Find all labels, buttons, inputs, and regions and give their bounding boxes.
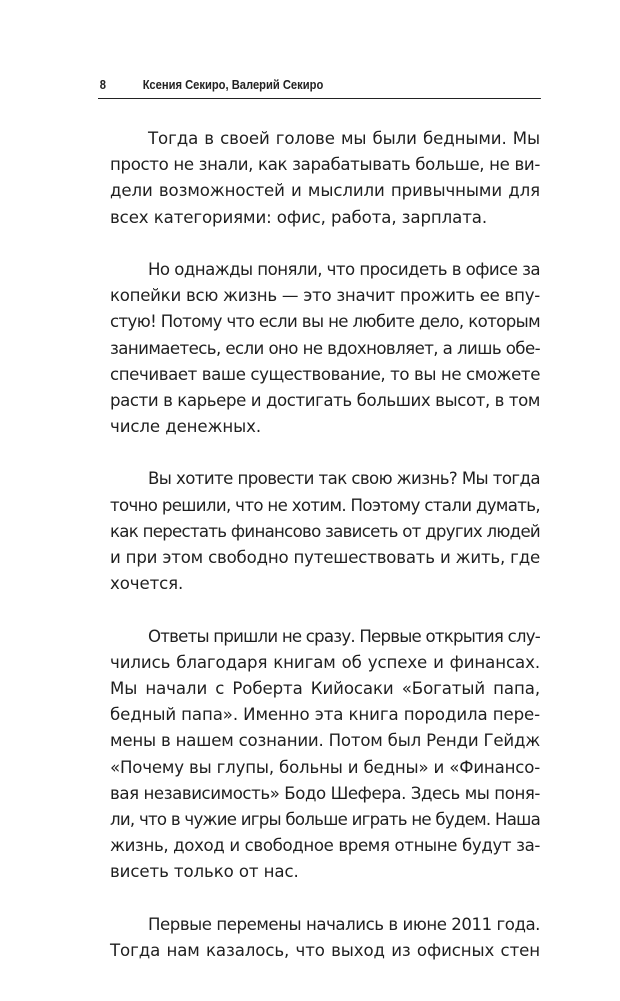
text-line: копейки всю жизнь — это значит прожить ее впу-: [110, 286, 540, 306]
text-line: стую! Потому что если вы не любите дело, которым: [110, 312, 540, 332]
text-line: Ответы пришли не сразу. Первые открытия слу-: [148, 626, 540, 646]
paragraph-5: [110, 912, 540, 964]
text-line: мены в нашем сознании. Потом был Ренди Гейдж: [110, 731, 540, 751]
text-line: как перестать финансово зависеть от других людей: [110, 521, 540, 541]
paragraph-2: [110, 257, 540, 440]
text-line: и при этом свободно путешествовать и жить, где: [110, 548, 540, 567]
paragraph-4: [110, 624, 540, 886]
text-line: вая независимость» Бодо Шефера. Здесь мы поня-: [110, 783, 540, 803]
text-line: висеть только от нас.: [110, 862, 299, 882]
text-line: Но однажды поняли, что просидеть в офисе за: [148, 259, 540, 279]
text-line: числе денежных.: [110, 417, 262, 437]
text-line: дели возможностей и мыслили привычными для: [110, 181, 540, 201]
page-header: [98, 78, 541, 99]
text-line: точно решили, что не хотим. Поэтому стали думать,: [110, 495, 540, 515]
running-head: Ксения Секиро, Валерий Секиро: [142, 77, 324, 92]
text-line: «Почему вы глупы, больны и бедны» и «Финансо-: [110, 757, 540, 777]
page-number: 8: [99, 77, 106, 92]
text-line: жизнь, доход и свободное время отныне будут за-: [110, 836, 540, 856]
text-line: спечивает ваше существование, то вы не сможете: [110, 364, 540, 384]
text-line: хочется.: [110, 574, 184, 594]
text-line: Тогда в своей голове мы были бедными. Мы: [148, 129, 540, 148]
text-line: бедный папа». Именно эта книга породила пере-: [110, 705, 540, 725]
text-line: ли, что в чужие игры больше играть не будем. Наша: [110, 809, 540, 829]
text-line: Вы хотите провести так свою жизнь? Мы тогда: [148, 469, 540, 489]
text-line: всех категориями: офис, работа, зарплата.: [110, 207, 488, 227]
text-line: Тогда нам казалось, что выход из офисных стен: [110, 940, 540, 960]
paragraph-3: [110, 466, 540, 597]
paragraph-1: [110, 126, 540, 231]
text-line: расти в карьере и достигать больших высот, в том: [110, 390, 540, 410]
text-line: занимаетесь, если оно не вдохновляет, а лишь обе-: [110, 338, 540, 358]
text-line: Первые перемены начались в июне 2011 года.: [148, 914, 540, 934]
text-line: чились благодаря книгам об успехе и финансах.: [110, 652, 540, 672]
body-text: [110, 126, 540, 990]
text-line: просто не знали, как зарабатывать больше, не ви-: [110, 155, 540, 175]
text-line: Мы начали с Роберта Кийосаки «Богатый папа,: [110, 678, 540, 698]
